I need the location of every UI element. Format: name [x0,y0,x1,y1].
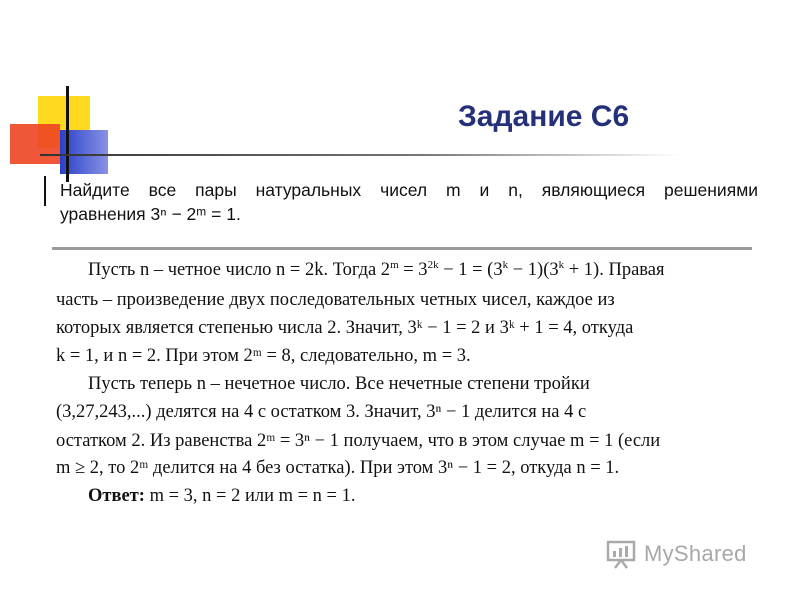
solution-line-6: (3,27,243,...) делятся на 4 с остатком 3. Значит, 3ⁿ − 1 делится на 4 с [56,402,587,422]
solution-line-2: часть – произведение двух последовательных четных чисел, каждое из [56,290,615,310]
task-line-1: Найдите все пары натуральных чисел m и n, являющиеся решениями [60,180,758,200]
solution-line-8: m ≥ 2, то 2ᵐ делится на 4 без остатка). При этом 3ⁿ − 1 = 2, откуда n = 1. [56,458,620,478]
decor-vertical-line [66,86,69,182]
solution-line-3: которых является степенью числа 2. Значит, 3ᵏ − 1 = 2 и 3ᵏ + 1 = 4, откуда [56,318,634,338]
presentation-board-icon [606,539,636,569]
separator-line [52,247,752,250]
logo-text: MyShared [644,541,747,566]
task-statement [60,178,758,226]
solution-line-1: Пусть n – четное число n = 2k. Тогда $2^m = 3^{2k} - 1 = (3^k - 1)(3^k + 1)$. Правая [88,259,665,280]
decor-red-square [10,124,60,164]
title-underline [40,154,680,156]
myshared-logo [606,536,776,572]
solution-line-5: Пусть теперь n – нечетное число. Все нечетные степени тройки [88,374,590,394]
task-bracket [44,176,46,206]
solution-line-7: остатком 2. Из равенства 2ᵐ = 3ⁿ − 1 получаем, что в этом случае m = 1 (если [56,431,661,451]
answer-label: Ответ: [88,486,145,506]
solution-line-4: k = 1, и n = 2. При этом 2ᵐ = 8, следовательно, m = 3. [56,346,471,366]
slide-title: Задание С6 [458,100,630,133]
answer-line [88,484,355,508]
answer-text: m = 3, n = 2 или m = n = 1. [149,486,356,506]
task-line-2: уравнения 3ⁿ − 2ᵐ = 1. [60,204,241,224]
